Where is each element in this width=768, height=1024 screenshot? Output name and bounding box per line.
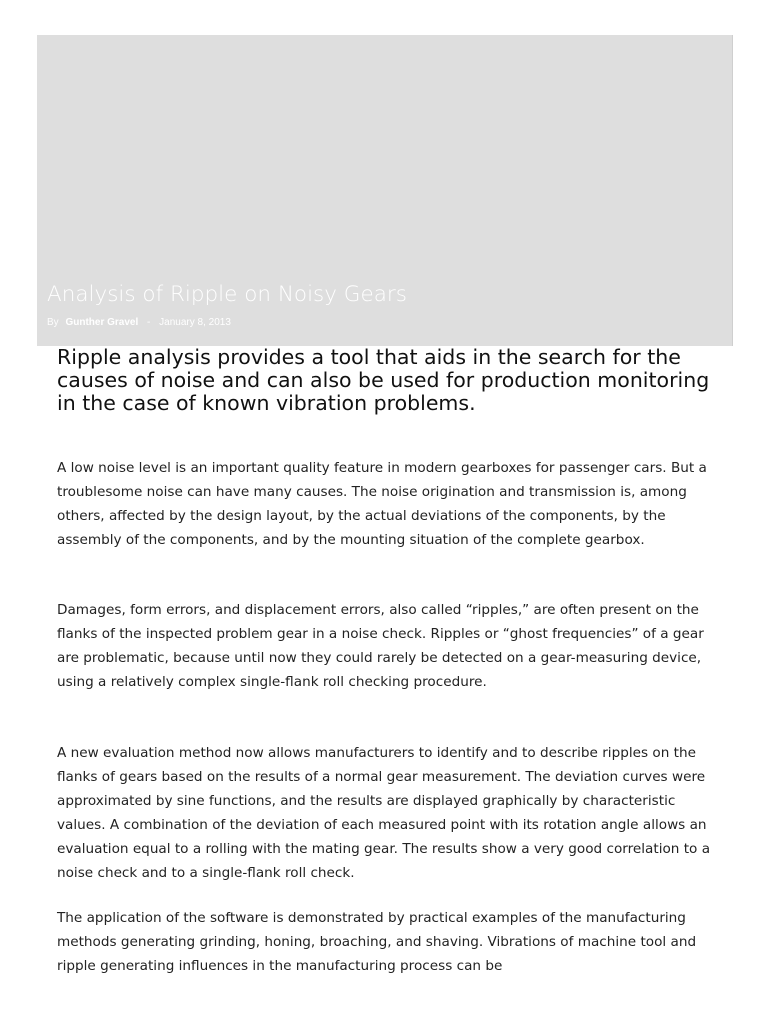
byline-label: By [47, 317, 59, 328]
publish-date: January 8, 2013 [159, 317, 231, 328]
article-meta [47, 316, 231, 330]
article-hero-image [37, 35, 733, 346]
article-paragraph-3: A new evaluation method now allows manufacturers to identify and to describe ripples on the flanks of gears based on the results of a normal gear measurement. The deviation curves were approximated by sine functions, and the results are displayed graphically by characteristic values. A combination of the deviation of each measured point with its rotation angle allows an evaluation equal to a rolling with the mating gear. The results show a very good correlation to a noise check and to a single-flank roll check. [57, 745, 711, 881]
author-link[interactable]: Gunther Gravel [65, 317, 139, 328]
article-paragraph-1: A low noise level is an important quality feature in modern gearboxes for passenger cars. But a troublesome noise can have many causes. The noise origination and transmission is, among others, affected by the design layout, by the actual deviations of the components, by the assembly of the components, and by the mounting situation of the complete gearbox. [57, 460, 707, 548]
article-paragraph-4: The application of the software is demonstrated by practical examples of the manufacturing methods generating grinding, honing, broaching, and shaving. Vibrations of machine tool and ripple generating influences in the manufacturing process can be [57, 910, 697, 974]
article-lead: Ripple analysis provides a tool that aids in the search for the causes of noise and can also be used for production monitoring in the case of known vibration problems. [57, 345, 710, 415]
article-paragraph-2: Damages, form errors, and displacement errors, also called “ripples,” are often present on the flanks of the inspected problem gear in a noise check. Ripples or “ghost frequencies” of a gear are problematic, because until now they could rarely be detected on a gear-measuring device, using a relatively complex single-flank roll checking procedure. [57, 602, 704, 690]
meta-separator: - [147, 317, 151, 328]
article-title[interactable]: Analysis of Ripple on Noisy Gears [47, 282, 407, 307]
